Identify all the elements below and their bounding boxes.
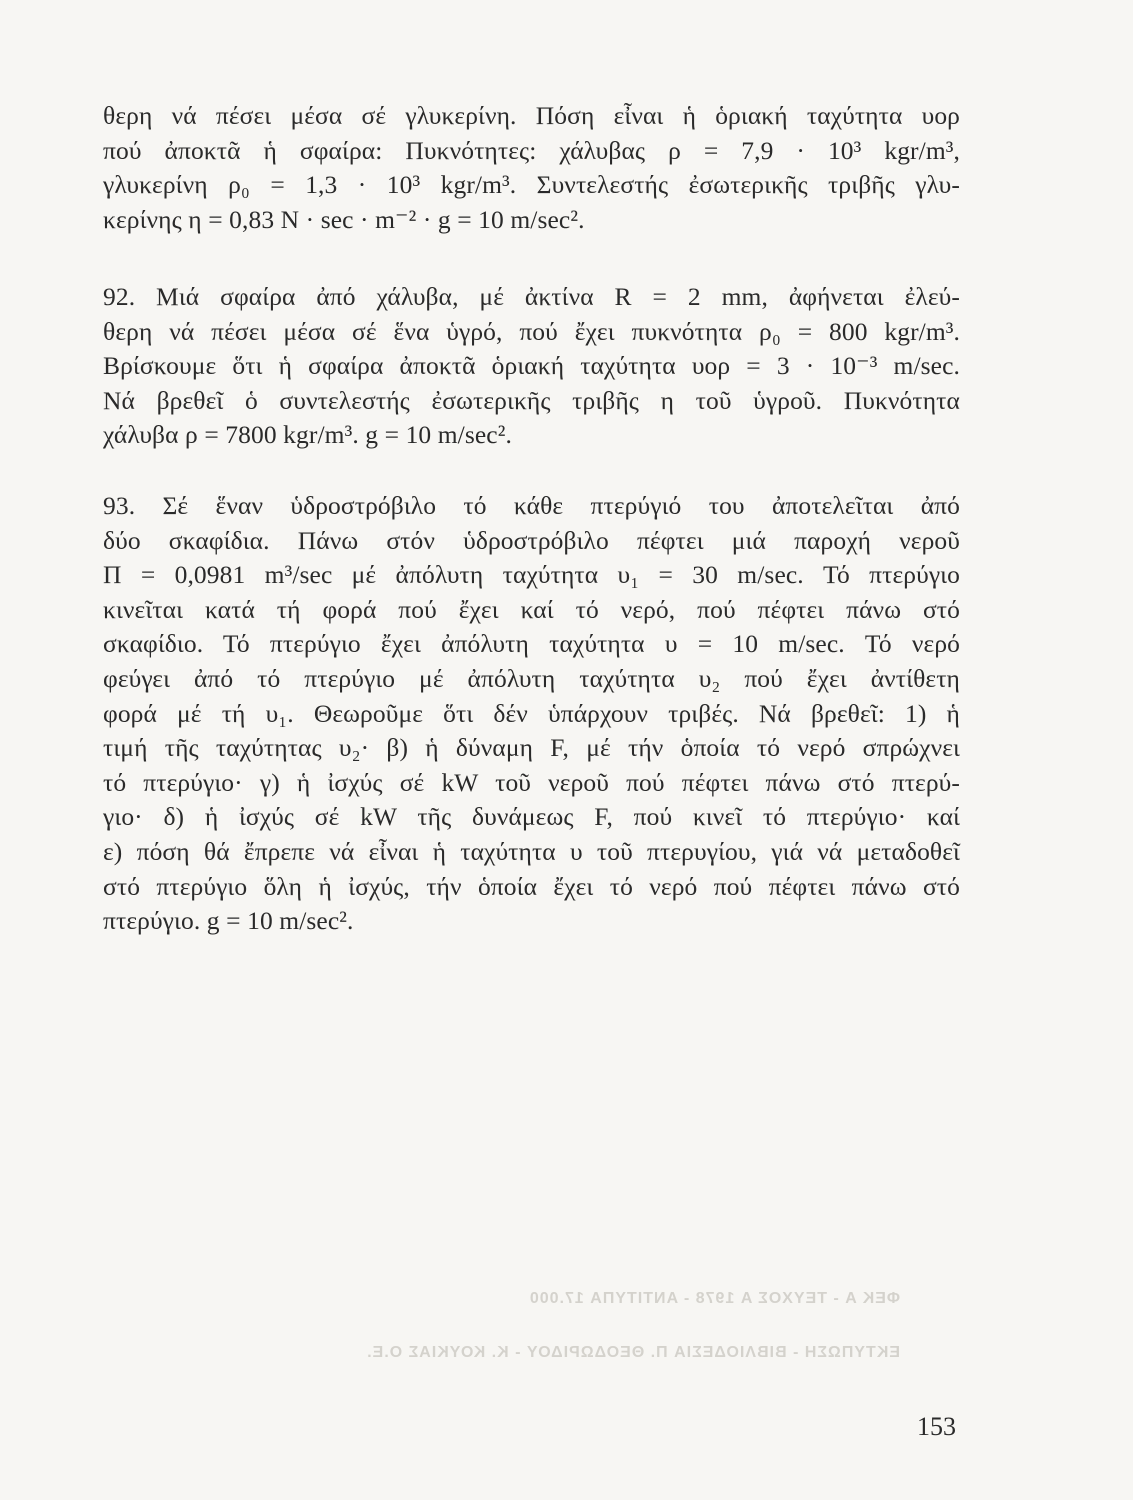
text-line: θερη νά πέσει μέσα σέ ἕνα ὑγρό, πού ἔχει πυκνότητα ρ₀ = 800 kgr/m³. <box>103 316 960 346</box>
text-line: γιο· δ) ἡ ἰσχύς σέ kW τῆς δυνάμεως F, πού κινεῖ τό πτερύγιο· καί <box>103 802 960 832</box>
exercise-92 <box>103 280 960 453</box>
bleed-through-print-line-1: ΦΕΚ Α - ΤΕΥΧΟΣ Α 1978 - ΑΝΤΙΤΥΠΑ 17.000 <box>528 1290 900 1307</box>
text-line: στό πτερύγιο ὅλη ἡ ἰσχύς, τήν ὁποία ἔχει τό νερό πού πέφτει πάνω στό <box>103 871 960 901</box>
text-line: γλυκερίνη ρ₀ = 1,3 · 10³ kgr/m³. Συντελεστής ἐσωτερικῆς τριβῆς γλυ- <box>103 170 960 200</box>
text-line: πτερύγιο. g = 10 m/sec². <box>103 906 354 936</box>
text-line: κινεῖται κατά τή φορά πού ἔχει καί τό νερό, πού πέφτει πάνω στό <box>103 594 960 624</box>
text-line: φορά μέ τή υ₁. Θεωροῦμε ὅτι δέν ὑπάρχουν τριβές. Νά βρεθεῖ: 1) ἡ <box>103 698 960 728</box>
text-line: 93. Σέ ἕναν ὑδροστρόβιλο τό κάθε πτερύγιό του ἀποτελεῖται ἀπό <box>103 491 960 520</box>
text-line: ε) πόση θά ἔπρεπε νά εἶναι ἡ ταχύτητα υ τοῦ πτερυγίου, γιά νά μεταδοθεῖ <box>103 836 960 866</box>
text-line: δύο σκαφίδια. Πάνω στόν ὑδροστρόβιλο πέφτει μιά παροχή νεροῦ <box>103 525 960 555</box>
text-line: κερίνης η = 0,83 N · sec · m⁻² · g = 10 m/sec². <box>103 204 585 234</box>
text-line: Π = 0,0981 m³/sec μέ ἀπόλυτη ταχύτητα υ₁ = 30 m/sec. Τό πτερύγιο <box>103 560 960 590</box>
bleed-through-print-line-2: ΕΚΤΥΠΩΣΗ - ΒΙΒΛΙΟΔΕΣΙΑ Π. ΘΕΟΔΩΡΙΔΟΥ - Κ. ΚΟΥΚΙΑΣ Ο.Ε. <box>366 1344 900 1361</box>
exercise-93 <box>103 489 960 939</box>
text-line: Βρίσκουμε ὅτι ἡ σφαίρα ἀποκτᾶ ὁριακή ταχύτητα υορ = 3 · 10⁻³ m/sec. <box>103 351 960 381</box>
text-line: 92. Μιά σφαίρα ἀπό χάλυβα, μέ ἀκτίνα R = 2 mm, ἀφήνεται ἐλεύ- <box>103 282 960 311</box>
text-line: πού ἀποκτᾶ ἡ σφαίρα: Πυκνότητες: χάλυβας ρ = 7,9 · 10³ kgr/m³, <box>103 135 960 165</box>
paragraph-continuation-91 <box>103 99 960 237</box>
text-line: χάλυβα ρ = 7800 kgr/m³. g = 10 m/sec². <box>103 420 512 450</box>
text-line: τό πτερύγιο· γ) ἡ ἰσχύς σέ kW τοῦ νεροῦ πού πέφτει πάνω στό πτερύ- <box>103 767 960 797</box>
text-line: Νά βρεθεῖ ὁ συντελεστής ἐσωτερικῆς τριβῆς η τοῦ ὑγροῦ. Πυκνότητα <box>103 385 960 415</box>
text-line: φεύγει ἀπό τό πτερύγιο μέ ἀπόλυτη ταχύτητα υ₂ πού ἔχει ἀντίθετη <box>103 663 960 693</box>
page-number: 153 <box>917 1412 956 1441</box>
text-line: θερη νά πέσει μέσα σέ γλυκερίνη. Πόση εἶναι ἡ ὁριακή ταχύτητα υορ <box>103 101 960 130</box>
text-line: τιμή τῆς ταχύτητας υ₂· β) ἡ δύναμη F, μέ τήν ὁποία τό νερό σπρώχνει <box>103 733 960 763</box>
text-line: σκαφίδιο. Τό πτερύγιο ἔχει ἀπόλυτη ταχύτητα υ = 10 m/sec. Τό νερό <box>103 629 960 659</box>
